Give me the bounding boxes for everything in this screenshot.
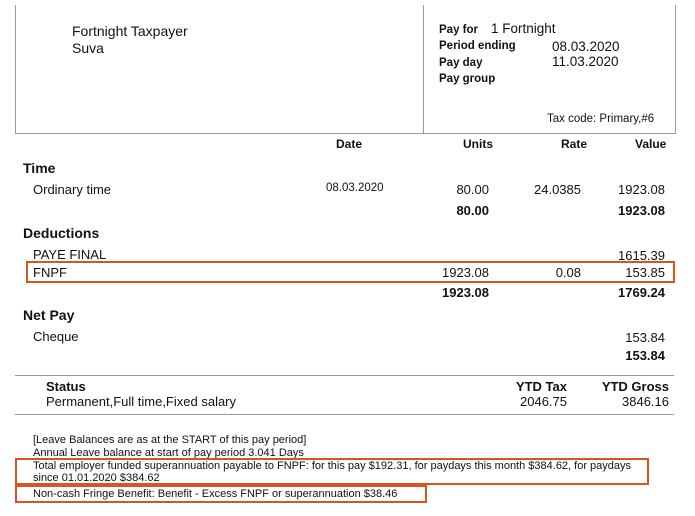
fnpf-value: 153.85 (625, 265, 665, 280)
ytd-gross-value: 3846.16 (622, 394, 669, 409)
employee-location: Suva (72, 40, 104, 56)
header-divider (423, 5, 424, 133)
cheque-value: 153.84 (625, 330, 665, 345)
deductions-heading: Deductions (23, 225, 100, 241)
ordinary-time-date: 08.03.2020 (326, 182, 384, 194)
fnpf-label: FNPF (33, 265, 67, 280)
net-pay-total: 153.84 (625, 348, 665, 363)
pay-for-label: Pay for (439, 24, 478, 36)
deductions-total-units: 1923.08 (442, 285, 489, 300)
col-units: Units (463, 137, 493, 151)
ordinary-time-label: Ordinary time (33, 182, 112, 197)
tax-code: Tax code: Primary,#6 (547, 113, 655, 125)
fnpf-units: 1923.08 (442, 265, 489, 280)
pay-day-label: Pay day (439, 57, 483, 69)
super-line-2: since 01.01.2020 $384.62 (33, 472, 160, 484)
super-line-1: Total employer funded superannuation payable to FNPF: for this pay $192.31, for paydays this month $384.62, for paydays (33, 460, 632, 472)
ytd-tax-value: 2046.75 (520, 394, 567, 409)
cheque-label: Cheque (33, 329, 79, 344)
ytd-gross-label: YTD Gross (601, 379, 669, 394)
col-date: Date (336, 137, 363, 151)
time-total-units: 80.00 (456, 203, 489, 218)
ordinary-time-value: 1923.08 (618, 182, 665, 197)
paye-value: 1615.39 (618, 248, 665, 263)
paye-label: PAYE FINAL (33, 247, 107, 262)
col-value: Value (635, 137, 667, 151)
deductions-total-value: 1769.24 (618, 285, 665, 300)
pay-group-label: Pay group (439, 73, 496, 85)
fnpf-rate: 0.08 (555, 265, 581, 280)
ytd-tax-label: YTD Tax (515, 379, 567, 394)
net-pay-heading: Net Pay (23, 307, 75, 323)
period-ending-value: 08.03.2020 (552, 39, 620, 54)
ordinary-time-rate: 24.0385 (534, 182, 581, 197)
employee-name: Fortnight Taxpayer (72, 23, 188, 39)
time-total-value: 1923.08 (618, 203, 665, 218)
ordinary-time-units: 80.00 (456, 182, 489, 197)
pay-day-value: 11.03.2020 (552, 54, 619, 69)
status-label: Status (46, 379, 86, 394)
leave-balance-line: Annual Leave balance at start of pay period 3.041 Days (33, 447, 304, 458)
status-value: Permanent,Full time,Fixed salary (46, 394, 237, 409)
pay-for-value: 1 Fortnight (491, 21, 556, 36)
fringe-benefit-line: Non-cash Fringe Benefit: Benefit - Excess FNPF or superannuation $38.46 (33, 488, 398, 500)
col-rate: Rate (561, 137, 588, 151)
period-ending-label: Period ending (439, 40, 516, 52)
leave-balances-header: [Leave Balances are as at the START of this pay period] (33, 434, 307, 446)
time-heading: Time (23, 160, 56, 176)
